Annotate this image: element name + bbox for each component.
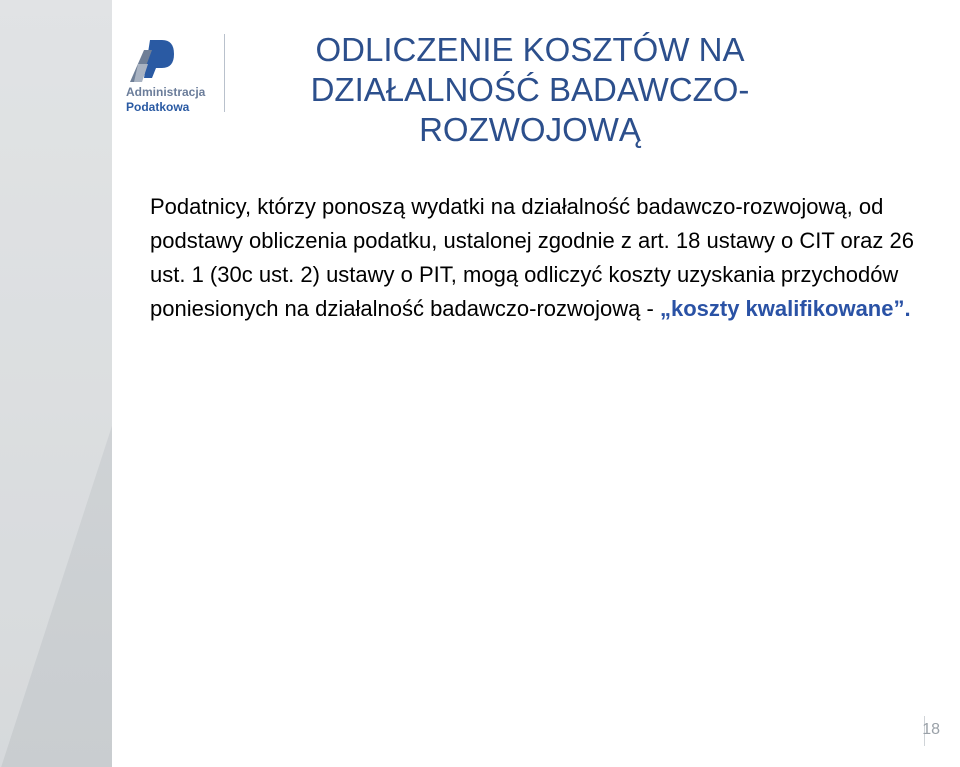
slide-body: [150, 190, 940, 326]
slide-title: ODLICZENIE KOSZTÓW NA DZIAŁALNOŚĆ BADAWCZO-ROZWOJOWĄ: [310, 31, 750, 148]
sidebar-decoration: [0, 0, 112, 767]
logo-divider: [224, 34, 225, 112]
sidebar-sweep: [0, 0, 112, 767]
logo-text-administracja: Administracja: [126, 85, 206, 99]
body-highlight-text: „koszty kwalifikowane”.: [659, 296, 911, 321]
body-main-text: Podatnicy, którzy ponoszą wydatki na działalność badawczo-rozwojową, od podstawy obliczenia podatku, ustalonej zgodnie z art. 18 ustawy o CIT oraz 26 ust. 1 (30c ust. 2) ustawy o PIT, mogą odliczyć koszty uzyskania przychodów poniesionych na działalność badawczo-rozwojową -: [150, 194, 914, 321]
page-number: 18: [922, 721, 940, 738]
logo-text-podatkowa: Podatkowa: [126, 100, 190, 114]
